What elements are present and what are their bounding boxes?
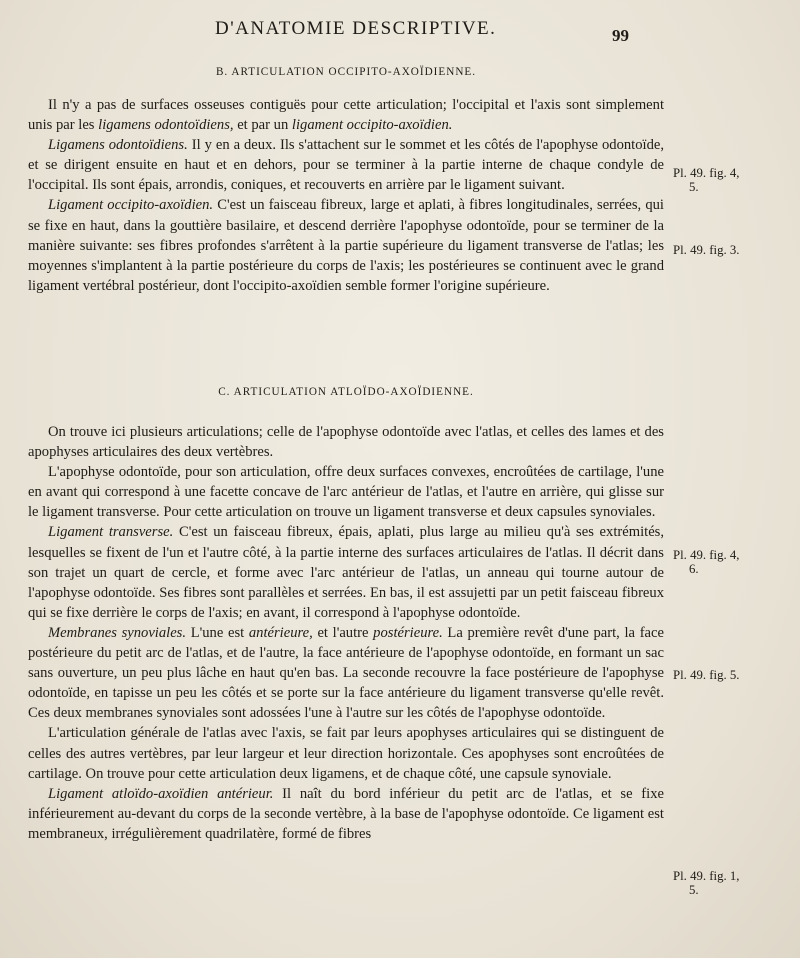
paragraph: Ligamens odontoïdiens. Il y en a deux. Ils s'attachent sur le sommet et les côtés de l'apophyse odontoïde, et se dirigent ensuite en haut et en dehors, pour se terminer à la partie interne de chaque condyle de l'occipital. Ils sont épais, arrondis, coniques, et recouverts en arrière par le ligament suivant. <box>28 137 665 194</box>
page-number: 99 <box>612 26 629 45</box>
page-header <box>0 18 800 44</box>
margin-note: Pl. 49. fig. 3. <box>673 243 740 257</box>
paragraph: L'apophyse odontoïde, pour son articulation, offre deux surfaces convexes, encroûtées de cartilage, l'une en avant qui correspond à une facette concave de l'arc antérieur de l'atlas, et l'autre en arrière, qui glisse sur le ligament transverse. Pour cette articulation on trouve un ligament transverse et deux capsules synoviales. <box>28 464 664 521</box>
paragraph: Membranes synoviales. L'une est antérieure, et l'autre postérieure. La première revêt d'une part, la face postérieure du petit arc de l'atlas, et de l'autre, la face antérieure de l'apophyse odontoïde, en formant un sac sans ouverture, un peu plus lâche en haut qu'en bas. La seconde recouvre la face postérieure de l'apophyse odontoïde, en tapisse un peu les côtés et se porte sur la face antérieure du ligament transverse qu'elle revêt. Ces deux membranes synoviales sont adossées l'une à l'autre sur les côtés de l'apophyse odontoïde. <box>28 624 664 722</box>
paragraph-lead: Membranes synoviales. <box>48 624 187 641</box>
paragraph: Ligament transverse. C'est un faisceau fibreux, épais, aplati, plus large au milieu qu'à ses extrémités, lesquelles se fixent de l'un et l'autre côté, à la partie interne des surfaces articulaires de l'atlas. Il décrit dans son trajet un quart de cercle, et forme avec l'arc antérieur de l'atlas, un anneau qui tourne autour de l'apophyse odontoïde. Ses fibres sont parallèles et serrées. En bas, il est assujetti par un petit faisceau fibreux qui se fixe derrière le corps de l'axis; en avant, il correspond à l'apophyse odontoïde. <box>28 524 664 621</box>
margin-note: Pl. 49. fig. 4, 5. <box>673 166 740 194</box>
paragraph: L'articulation générale de l'atlas avec l'axis, se fait par leurs apophyses articulaires qui se distinguent de celles des autres vertèbres, par leur largeur et leur direction horizontale. Ces apophyses sont encroûtées de cartilage. On trouve pour cette articulation deux ligamens, et de chaque côté, une capsule synoviale. <box>28 725 664 782</box>
margin-note: Pl. 49. fig. 1, 5. <box>673 869 740 897</box>
paragraph-lead: Ligament occipito-axoïdien. <box>48 197 214 214</box>
paragraph: On trouve ici plusieurs articulations; celle de l'apophyse odontoïde avec l'atlas, et celles des lames et des apophyses articulaires des deux vertèbres. <box>28 424 664 461</box>
paragraph-lead: Ligament transverse. <box>48 524 174 541</box>
section-c-body <box>28 422 664 844</box>
section-title-b: B. ARTICULATION OCCIPITO-AXOÏDIENNE. <box>215 66 477 78</box>
running-head: D'ANATOMIE DESCRIPTIVE. <box>215 18 497 39</box>
section-b-body <box>28 95 664 296</box>
margin-note: Pl. 49. fig. 5. <box>673 668 740 682</box>
margin-note: Pl. 49. fig. 4, 6. <box>673 548 740 576</box>
paragraph: Ligament occipito-axoïdien. C'est un faisceau fibreux, large et aplati, à fibres longitudinales, serrées, qui se fixe en haut, dans la gouttière basilaire, et descend derrière l'apophyse odontoïde, pour se terminer de la manière suivante: ses fibres profondes s'arrêtent à la partie supérieure du ligament transverse de l'atlas; les moyennes s'implantent à la partie postérieure du corps de l'axis; les postérieures se continuent avec le grand ligament vertébral postérieur, dont l'occipito-axoïdien semble former l'origine supérieure. <box>28 197 664 294</box>
paragraph-lead: Ligament atloïdo-axoïdien antérieur. <box>48 785 274 802</box>
section-title-c: C. ARTICULATION ATLOÏDO-AXOÏDIENNE. <box>218 386 474 398</box>
paragraph-lead: Ligamens odontoïdiens. <box>48 137 188 154</box>
paragraph: Ligament atloïdo-axoïdien antérieur. Il naît du bord inférieur du petit arc de l'atlas, et se fixe inférieurement au-devant du corps de la seconde vertèbre, à la base de l'apophyse odontoïde. Ce ligament est membraneux, irrégulièrement quadrilatère, formé de fibres <box>28 785 664 842</box>
paragraph: Il n'y a pas de surfaces osseuses contiguës pour cette articulation; l'occipital et l'axis sont simplement unis par les ligamens odontoïdiens, et par un ligament occipito-axoïdien. <box>28 97 664 134</box>
